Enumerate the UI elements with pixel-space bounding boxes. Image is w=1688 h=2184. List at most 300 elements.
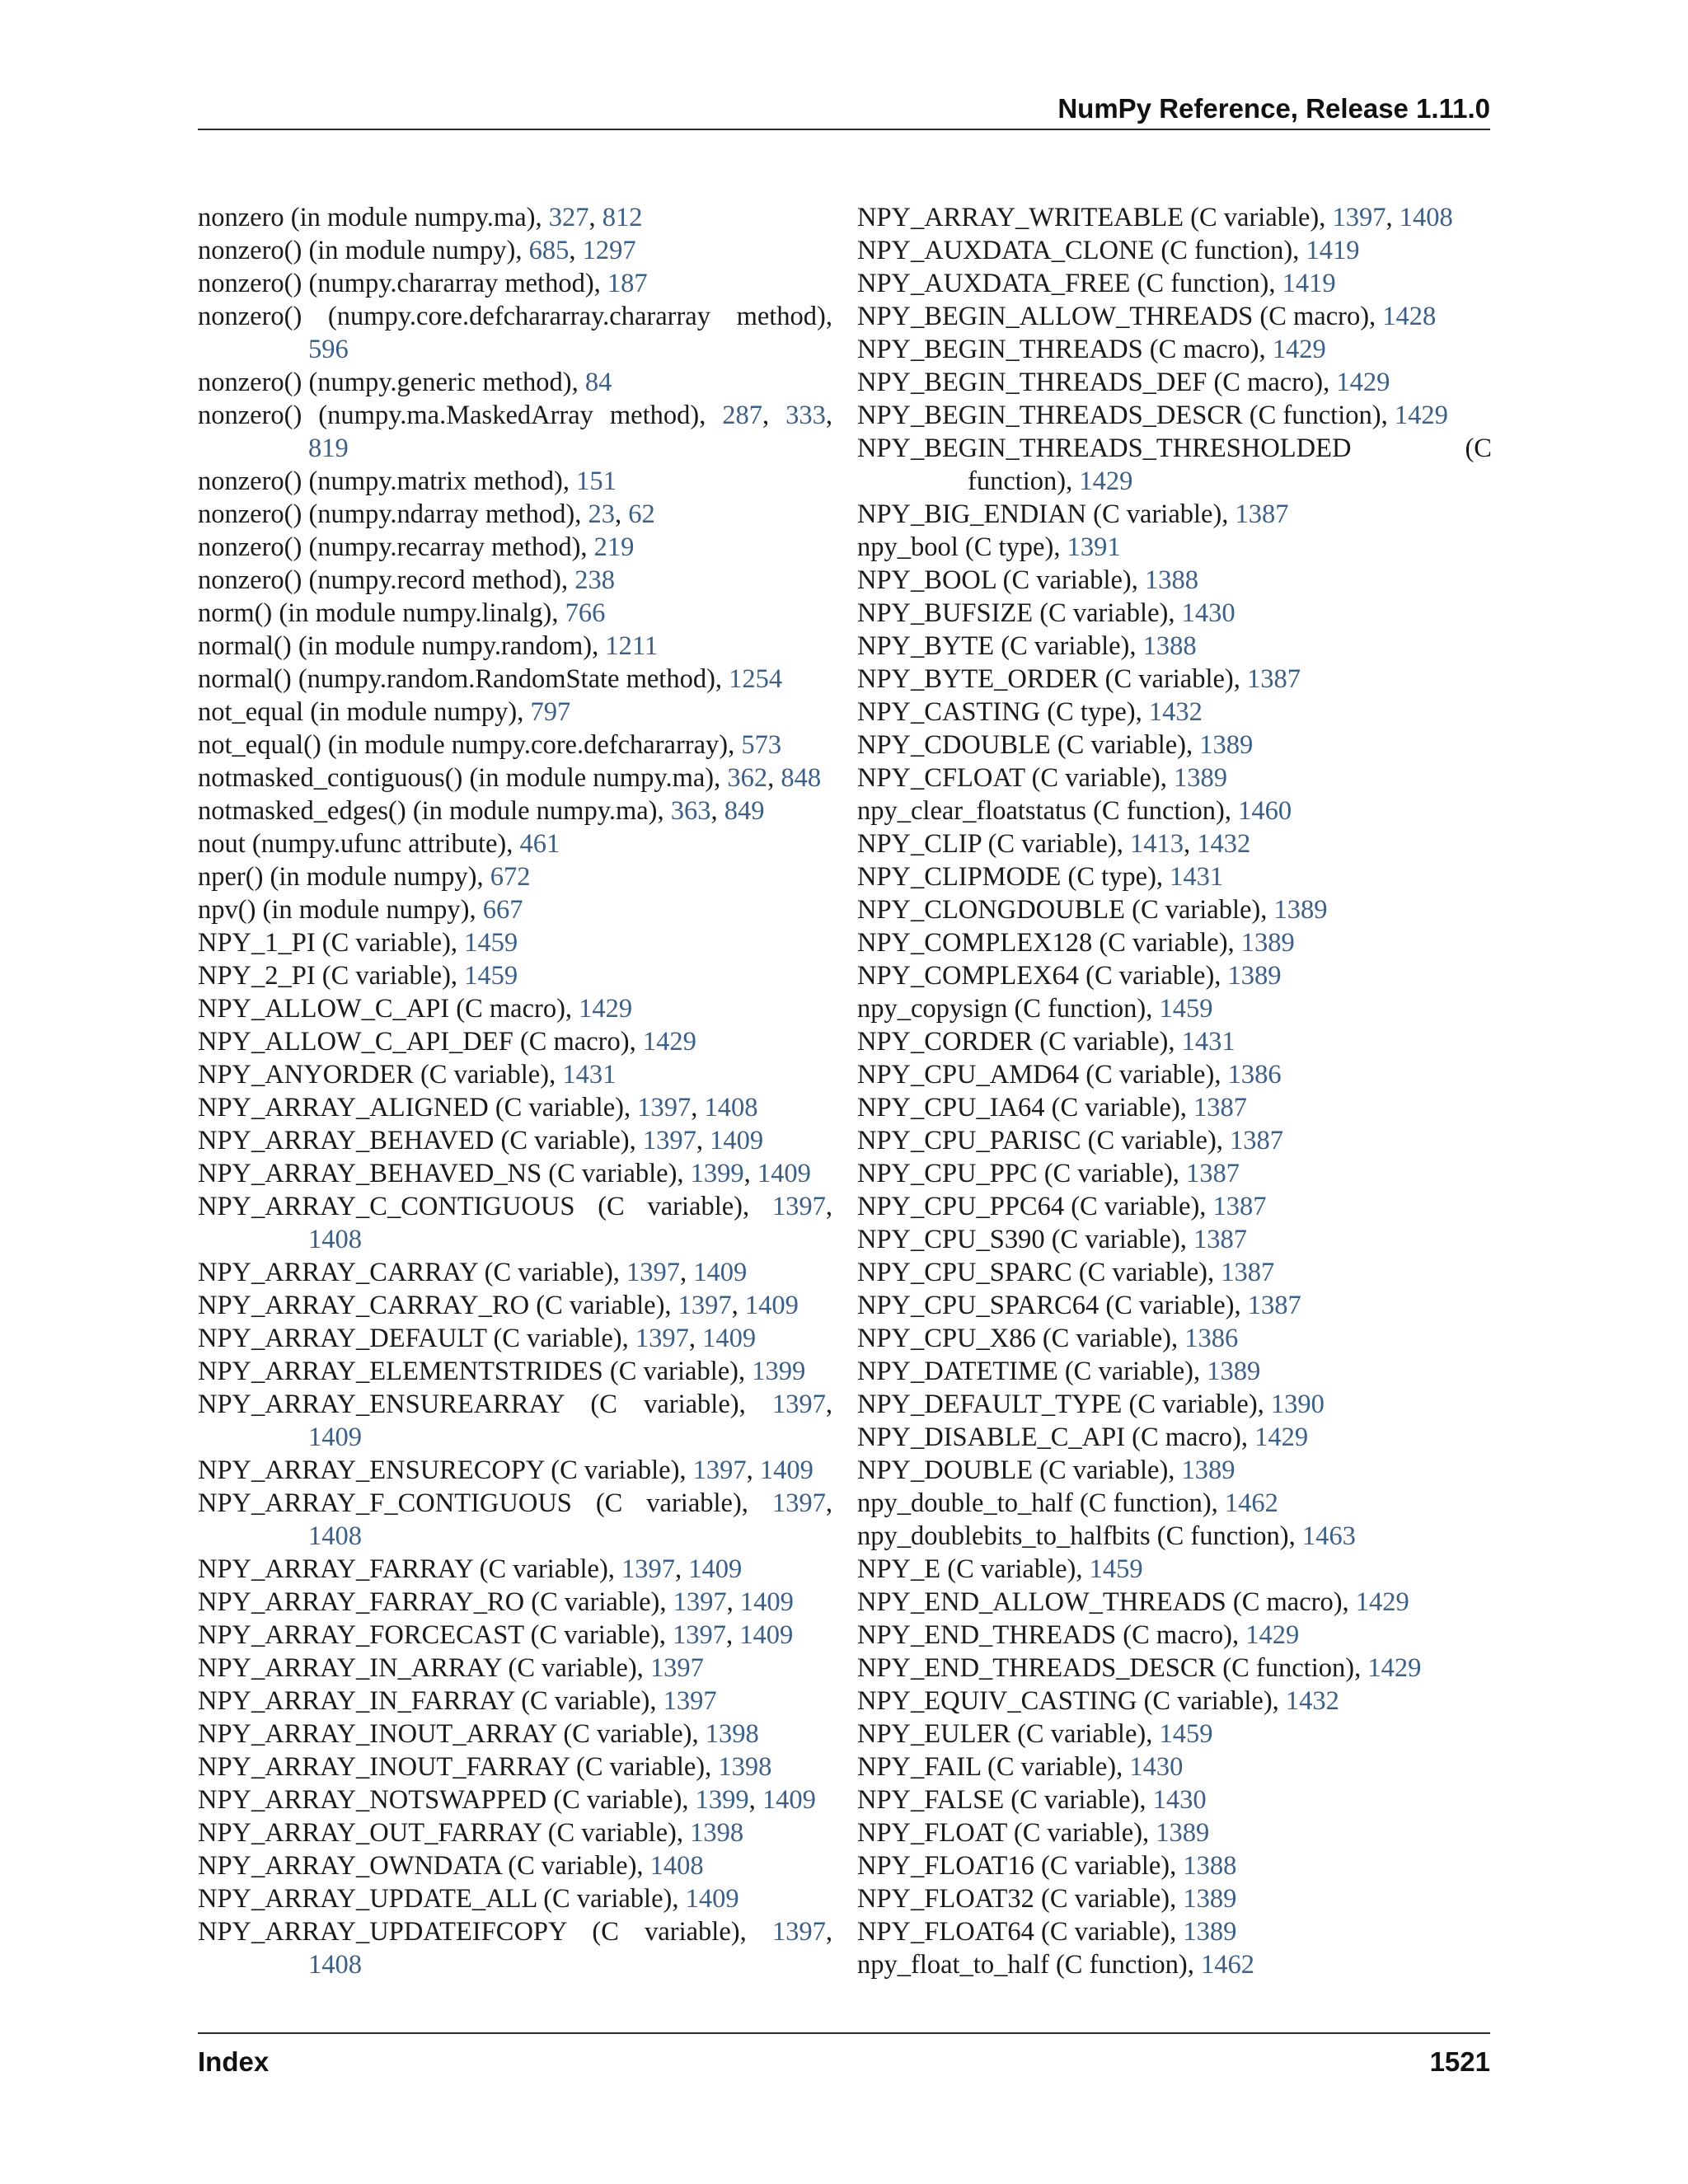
- index-term: NPY_ARRAY_WRITEABLE (C variable): [857, 203, 1320, 232]
- index-term: NPY_BEGIN_THREADS (C macro): [857, 335, 1259, 364]
- index-term: norm() (in module numpy.linalg): [198, 598, 552, 628]
- page-link[interactable]: 219: [593, 532, 635, 562]
- page-link[interactable]: 1429: [642, 1027, 696, 1057]
- index-term: npy_copysign (C function): [857, 994, 1146, 1024]
- index-term: npy_double_to_half (C function): [857, 1488, 1212, 1518]
- page-link[interactable]: 1429: [1245, 1620, 1300, 1650]
- index-entry: nonzero() (numpy.chararray method), 187: [198, 269, 648, 298]
- index-term: NPY_CLONGDOUBLE (C variable): [857, 895, 1261, 925]
- index-term: NPY_ARRAY_ENSURECOPY (C variable): [198, 1455, 680, 1485]
- page-link[interactable]: 1398: [718, 1752, 772, 1782]
- index-term: NPY_END_THREADS (C macro): [857, 1620, 1232, 1650]
- page-link[interactable]: 1431: [562, 1060, 617, 1090]
- index-entry: NPY_ARRAY_IN_FARRAY (C variable), 1397: [198, 1686, 717, 1716]
- index-entry: NPY_FLOAT64 (C variable), 1389: [857, 1917, 1237, 1947]
- index-entry: nonzero() (numpy.ma.MaskedArray method), 287, 333, 819: [198, 401, 833, 463]
- index-entry: nonzero (in module numpy.ma), 327, 812: [198, 203, 643, 232]
- index-entry: NPY_ALLOW_C_API_DEF (C macro), 1429: [198, 1027, 696, 1057]
- index-term: NPY_DEFAULT_TYPE (C variable): [857, 1390, 1258, 1419]
- page-link[interactable]: 1413: [1129, 829, 1184, 859]
- index-entry: NPY_ARRAY_ALIGNED (C variable), 1397, 1408: [198, 1093, 758, 1122]
- index-term: NPY_ARRAY_NOTSWAPPED (C variable): [198, 1785, 682, 1815]
- index-term: NPY_CPU_PARISC (C variable): [857, 1126, 1217, 1155]
- index-entry: NPY_ANYORDER (C variable), 1431: [198, 1060, 617, 1090]
- index-term: NPY_CPU_S390 (C variable): [857, 1225, 1180, 1254]
- index-term: NPY_DISABLE_C_API (C macro): [857, 1422, 1241, 1452]
- index-entry: NPY_ARRAY_CARRAY (C variable), 1397, 1409: [198, 1258, 748, 1287]
- index-entry: NPY_BEGIN_ALLOW_THREADS (C macro), 1428: [857, 302, 1437, 331]
- index-entry: NPY_DATETIME (C variable), 1389: [857, 1357, 1261, 1386]
- index-term: nonzero() (numpy.matrix method): [198, 466, 563, 496]
- page-number: 1521: [1429, 2046, 1490, 2077]
- index-term: nonzero() (numpy.recarray method): [198, 532, 581, 562]
- index-term: NPY_CFLOAT (C variable): [857, 763, 1160, 793]
- index-entry: NPY_BOOL (C variable), 1388: [857, 565, 1199, 595]
- page-link[interactable]: 1419: [1282, 269, 1336, 298]
- index-entry: normal() (in module numpy.random), 1211: [198, 631, 659, 661]
- page-link[interactable]: 1397: [692, 1455, 747, 1485]
- index-entry: NPY_EQUIV_CASTING (C variable), 1432: [857, 1686, 1339, 1716]
- index-term: NPY_CASTING (C type): [857, 697, 1136, 727]
- index-entry: NPY_ARRAY_FARRAY_RO (C variable), 1397, 1409: [198, 1587, 794, 1617]
- page-link[interactable]: 672: [490, 862, 531, 892]
- page-link[interactable]: 1387: [1247, 664, 1301, 694]
- page-link[interactable]: 1429: [1272, 335, 1326, 364]
- index-entry: NPY_DOUBLE (C variable), 1389: [857, 1455, 1236, 1485]
- index-term: NPY_CLIPMODE (C type): [857, 862, 1156, 892]
- page-link[interactable]: 1397: [663, 1686, 717, 1716]
- index-entry: notmasked_contiguous() (in module numpy.ma), 362, 848: [198, 763, 822, 793]
- page-link[interactable]: 1387: [1193, 1093, 1248, 1122]
- index-entry: npy_clear_floatstatus (C function), 1460: [857, 796, 1292, 826]
- page-link[interactable]: 327: [548, 203, 589, 232]
- index-term: NPY_FLOAT (C variable): [857, 1818, 1143, 1848]
- index-entry: normal() (numpy.random.RandomState method), 1254: [198, 664, 783, 694]
- page-link[interactable]: 1397: [635, 1324, 689, 1353]
- index-term: nonzero() (numpy.record method): [198, 565, 561, 595]
- page-link[interactable]: 1387: [1221, 1258, 1275, 1287]
- page-link[interactable]: 1399: [752, 1357, 806, 1386]
- index-entry: NPY_1_PI (C variable), 1459: [198, 928, 518, 958]
- running-footer: [198, 2032, 1490, 2079]
- index-entry: NPY_ARRAY_ENSURECOPY (C variable), 1397, 1409: [198, 1455, 814, 1485]
- index-term: NPY_EULER (C variable): [857, 1719, 1146, 1749]
- index-entry: NPY_ARRAY_ELEMENTSTRIDES (C variable), 1399: [198, 1357, 806, 1386]
- page-link[interactable]: 1397: [626, 1258, 681, 1287]
- page-link[interactable]: 1398: [705, 1719, 759, 1749]
- page-link[interactable]: 1297: [582, 236, 636, 265]
- index-entry: npv() (in module numpy), 667: [198, 895, 523, 925]
- index-entry: NPY_DEFAULT_TYPE (C variable), 1390: [857, 1390, 1325, 1419]
- page-link[interactable]: 84: [584, 368, 612, 397]
- index-entry: not_equal (in module numpy), 797: [198, 697, 571, 727]
- index-entry: NPY_ALLOW_C_API (C macro), 1429: [198, 994, 633, 1024]
- page-link[interactable]: 1459: [1159, 994, 1213, 1024]
- page-link[interactable]: 1460: [1238, 796, 1292, 826]
- page-link[interactable]: 1254: [729, 664, 783, 694]
- page-link[interactable]: 1389: [1173, 763, 1227, 793]
- index-term: NPY_BEGIN_THREADS_THRESHOLDED (C function): [857, 434, 1492, 496]
- index-entry: NPY_2_PI (C variable), 1459: [198, 961, 518, 991]
- index-term: nonzero() (numpy.ndarray method): [198, 499, 575, 529]
- page-link[interactable]: 1387: [1247, 1291, 1301, 1320]
- page-link[interactable]: 667: [482, 895, 523, 925]
- page-link[interactable]: 797: [530, 697, 571, 727]
- index-entry: NPY_ARRAY_IN_ARRAY (C variable), 1397: [198, 1653, 704, 1683]
- page-link[interactable]: 1386: [1184, 1324, 1239, 1353]
- page-link[interactable]: 1409: [739, 1587, 794, 1617]
- index-entry: nonzero() (numpy.ndarray method), 23, 62: [198, 499, 655, 529]
- index-term: npy_doublebits_to_halfbits (C function): [857, 1521, 1289, 1551]
- page-link[interactable]: 287: [722, 401, 763, 430]
- page-link[interactable]: 1397: [649, 1653, 704, 1683]
- index-entry: NPY_DISABLE_C_API (C macro), 1429: [857, 1422, 1309, 1452]
- page-link[interactable]: 1388: [1142, 631, 1197, 661]
- page-link[interactable]: 333: [785, 401, 826, 430]
- page-link[interactable]: 1389: [1183, 1884, 1237, 1914]
- index-entry: NPY_BUFSIZE (C variable), 1430: [857, 598, 1236, 628]
- index-entry: nonzero() (numpy.record method), 238: [198, 565, 615, 595]
- index-entry: not_equal() (in module numpy.core.defchararray), 573: [198, 730, 782, 760]
- index-term: NPY_ARRAY_FARRAY_RO (C variable): [198, 1587, 660, 1617]
- index-term: NPY_END_ALLOW_THREADS (C macro): [857, 1587, 1343, 1617]
- index-entry: NPY_FALSE (C variable), 1430: [857, 1785, 1207, 1815]
- index-entry: NPY_ARRAY_BEHAVED (C variable), 1397, 1409: [198, 1126, 764, 1155]
- index-term: NPY_ARRAY_ELEMENTSTRIDES (C variable): [198, 1357, 738, 1386]
- index-entry: NPY_COMPLEX128 (C variable), 1389: [857, 928, 1295, 958]
- index-entry: NPY_BEGIN_THREADS_THRESHOLDED (C function), 1429: [857, 434, 1492, 496]
- page-link[interactable]: 1388: [1183, 1851, 1237, 1881]
- index-term: NPY_ARRAY_DEFAULT (C variable): [198, 1324, 622, 1353]
- page-link[interactable]: 1397: [771, 1192, 826, 1221]
- index-term: npy_float_to_half (C function): [857, 1950, 1188, 1980]
- index-term: NPY_ARRAY_CARRAY_RO (C variable): [198, 1291, 665, 1320]
- index-term: not_equal (in module numpy): [198, 697, 518, 727]
- index-term: normal() (in module numpy.random): [198, 631, 593, 661]
- page-link[interactable]: 1388: [1145, 565, 1199, 595]
- index-entry: NPY_ARRAY_UPDATE_ALL (C variable), 1409: [198, 1884, 739, 1914]
- index-entry: nonzero() (numpy.core.defchararray.chararray method), 596: [198, 302, 832, 364]
- index-term: NPY_ARRAY_BEHAVED (C variable): [198, 1126, 630, 1155]
- page-link[interactable]: 1408: [649, 1851, 704, 1881]
- page-link[interactable]: 1397: [642, 1126, 696, 1155]
- index-term: NPY_ARRAY_OUT_FARRAY (C variable): [198, 1818, 677, 1848]
- index-entry: NPY_FAIL (C variable), 1430: [857, 1752, 1184, 1782]
- page-link[interactable]: 1389: [1156, 1818, 1210, 1848]
- page-link[interactable]: 1459: [464, 928, 518, 958]
- page-link[interactable]: 238: [574, 565, 615, 595]
- index-entry: NPY_BEGIN_THREADS_DESCR (C function), 1429: [857, 401, 1448, 430]
- page-link[interactable]: 1409: [693, 1258, 748, 1287]
- index-term: NPY_CPU_IA64 (C variable): [857, 1093, 1180, 1122]
- index-term: nper() (in module numpy): [198, 862, 477, 892]
- page-link[interactable]: 1409: [739, 1620, 794, 1650]
- index-term: nonzero() (numpy.core.defchararray.chararray method): [198, 302, 826, 331]
- index-term: NPY_END_THREADS_DESCR (C function): [857, 1653, 1355, 1683]
- index-term: NPY_CPU_PPC (C variable): [857, 1159, 1173, 1188]
- index-term: NPY_CORDER (C variable): [857, 1027, 1169, 1057]
- page-link[interactable]: 363: [670, 796, 711, 826]
- index-entry: NPY_BYTE_ORDER (C variable), 1387: [857, 664, 1301, 694]
- index-term: NPY_ARRAY_ENSUREARRAY (C variable): [198, 1390, 739, 1419]
- index-entry: notmasked_edges() (in module numpy.ma), 363, 849: [198, 796, 765, 826]
- page-link[interactable]: 1408: [308, 1225, 362, 1254]
- index-entry: NPY_CLIP (C variable), 1413, 1432: [857, 829, 1251, 859]
- page-link[interactable]: 1389: [1183, 1917, 1237, 1947]
- page-link[interactable]: 1429: [1254, 1422, 1309, 1452]
- index-entry: NPY_CPU_SPARC (C variable), 1387: [857, 1258, 1275, 1287]
- page-link[interactable]: 1409: [702, 1324, 757, 1353]
- index-term: NPY_FLOAT32 (C variable): [857, 1884, 1170, 1914]
- page-link[interactable]: 1409: [688, 1554, 743, 1584]
- page-link[interactable]: 1397: [621, 1554, 676, 1584]
- index-term: NPY_FLOAT16 (C variable): [857, 1851, 1170, 1881]
- page-link[interactable]: 1429: [1394, 401, 1448, 430]
- index-term: NPY_ARRAY_INOUT_ARRAY (C variable): [198, 1719, 692, 1749]
- index-entry: NPY_CPU_S390 (C variable), 1387: [857, 1225, 1248, 1254]
- page-link[interactable]: 1397: [771, 1488, 826, 1518]
- index-term: NPY_E (C variable): [857, 1554, 1076, 1584]
- index-term: NPY_ARRAY_OWNDATA (C variable): [198, 1851, 637, 1881]
- index-entry: NPY_ARRAY_UPDATEIFCOPY (C variable), 1397, 1408: [198, 1917, 832, 1980]
- index-term: NPY_AUXDATA_CLONE (C function): [857, 236, 1293, 265]
- index-entry: NPY_CDOUBLE (C variable), 1389: [857, 730, 1254, 760]
- index-term: NPY_BEGIN_THREADS_DEF (C macro): [857, 368, 1324, 397]
- index-entry: npy_float_to_half (C function), 1462: [857, 1950, 1254, 1980]
- index-term: NPY_ARRAY_FARRAY (C variable): [198, 1554, 608, 1584]
- page-link[interactable]: 1408: [308, 1521, 362, 1551]
- page-link[interactable]: 1463: [1301, 1521, 1356, 1551]
- page-link[interactable]: 848: [781, 763, 822, 793]
- index-term: not_equal() (in module numpy.core.defchararray): [198, 730, 729, 760]
- index-entry: NPY_CASTING (C type), 1432: [857, 697, 1203, 727]
- index-term: NPY_CPU_SPARC (C variable): [857, 1258, 1207, 1287]
- index-term: NPY_ARRAY_CARRAY (C variable): [198, 1258, 613, 1287]
- index-term: NPY_BUFSIZE (C variable): [857, 598, 1169, 628]
- index-entry: NPY_END_THREADS_DESCR (C function), 1429: [857, 1653, 1422, 1683]
- page-link[interactable]: 1409: [762, 1785, 816, 1815]
- page-link[interactable]: 596: [308, 335, 349, 364]
- page-link[interactable]: 1398: [690, 1818, 744, 1848]
- index-term: normal() (numpy.random.RandomState method): [198, 664, 715, 694]
- page-link[interactable]: 1387: [1230, 1126, 1284, 1155]
- index-entry: NPY_COMPLEX64 (C variable), 1389: [857, 961, 1282, 991]
- page-link[interactable]: 1409: [308, 1422, 362, 1452]
- index-entry: NPY_ARRAY_INOUT_ARRAY (C variable), 1398: [198, 1719, 759, 1749]
- page-link[interactable]: 849: [724, 796, 765, 826]
- page-link[interactable]: 1397: [771, 1917, 826, 1947]
- page-link[interactable]: 1431: [1170, 862, 1224, 892]
- index-entry: NPY_CPU_IA64 (C variable), 1387: [857, 1093, 1248, 1122]
- index-entry: NPY_BIG_ENDIAN (C variable), 1387: [857, 499, 1289, 529]
- page-link[interactable]: 685: [528, 236, 570, 265]
- index-term: NPY_BIG_ENDIAN (C variable): [857, 499, 1222, 529]
- index-entry: NPY_EULER (C variable), 1459: [857, 1719, 1213, 1749]
- page-link[interactable]: 1462: [1224, 1488, 1278, 1518]
- index-entry: npy_double_to_half (C function), 1462: [857, 1488, 1278, 1518]
- index-term: npy_bool (C type): [857, 532, 1054, 562]
- page-link[interactable]: 362: [727, 763, 768, 793]
- page-link[interactable]: 1397: [771, 1390, 826, 1419]
- page-link[interactable]: 1409: [757, 1159, 811, 1188]
- page-link[interactable]: 1389: [1240, 928, 1295, 958]
- index-term: NPY_ANYORDER (C variable): [198, 1060, 550, 1090]
- page-link[interactable]: 1462: [1201, 1950, 1254, 1980]
- index-term: NPY_BYTE (C variable): [857, 631, 1130, 661]
- page-link[interactable]: 62: [628, 499, 655, 529]
- index-term: nonzero() (numpy.generic method): [198, 368, 572, 397]
- index-term: NPY_CLIP (C variable): [857, 829, 1117, 859]
- index-entry: NPY_CPU_PPC (C variable), 1387: [857, 1159, 1240, 1188]
- index-column-left: [198, 201, 832, 1981]
- index-entry: NPY_ARRAY_INOUT_FARRAY (C variable), 1398: [198, 1752, 772, 1782]
- index-entry: NPY_ARRAY_FORCECAST (C variable), 1397, 1409: [198, 1620, 794, 1650]
- index-term: NPY_DOUBLE (C variable): [857, 1455, 1169, 1485]
- page-link[interactable]: 766: [565, 598, 606, 628]
- index-term: NPY_BOOL (C variable): [857, 565, 1132, 595]
- page-link[interactable]: 1429: [1079, 466, 1133, 496]
- index-entry: NPY_ARRAY_BEHAVED_NS (C variable), 1399, 1409: [198, 1159, 811, 1188]
- page-link[interactable]: 1390: [1270, 1390, 1325, 1419]
- page-link[interactable]: 1389: [1181, 1455, 1236, 1485]
- page-link[interactable]: 1387: [1235, 499, 1289, 529]
- index-entry: NPY_ARRAY_C_CONTIGUOUS (C variable), 1397, 1408: [198, 1192, 832, 1254]
- index-term: NPY_AUXDATA_FREE (C function): [857, 269, 1269, 298]
- index-term: nout (numpy.ufunc attribute): [198, 829, 507, 859]
- page-link[interactable]: 1430: [1181, 598, 1236, 628]
- index-entry: norm() (in module numpy.linalg), 766: [198, 598, 606, 628]
- page-link[interactable]: 1397: [678, 1291, 732, 1320]
- index-entry: NPY_FLOAT (C variable), 1389: [857, 1818, 1210, 1848]
- index-term: NPY_1_PI (C variable): [198, 928, 451, 958]
- index-entry: nout (numpy.ufunc attribute), 461: [198, 829, 560, 859]
- index-entry: NPY_BEGIN_THREADS (C macro), 1429: [857, 335, 1326, 364]
- index-entry: NPY_CLONGDOUBLE (C variable), 1389: [857, 895, 1328, 925]
- index-term: NPY_EQUIV_CASTING (C variable): [857, 1686, 1273, 1716]
- footer-section: Index: [198, 2046, 270, 2077]
- page-link[interactable]: 1432: [1285, 1686, 1339, 1716]
- page-link[interactable]: 1389: [1227, 961, 1282, 991]
- page-link[interactable]: 151: [576, 466, 617, 496]
- page-link[interactable]: 1409: [744, 1291, 799, 1320]
- index-term: nonzero (in module numpy.ma): [198, 203, 536, 232]
- page-link[interactable]: 1389: [1207, 1357, 1261, 1386]
- index-term: NPY_ARRAY_UPDATEIFCOPY (C variable): [198, 1917, 740, 1947]
- index-term: notmasked_edges() (in module numpy.ma): [198, 796, 658, 826]
- index-entry: NPY_CPU_SPARC64 (C variable), 1387: [857, 1291, 1301, 1320]
- page-link[interactable]: 1459: [1159, 1719, 1213, 1749]
- index-entry: npy_copysign (C function), 1459: [857, 994, 1213, 1024]
- page-link[interactable]: 1429: [1367, 1653, 1422, 1683]
- page-link[interactable]: 1387: [1193, 1225, 1248, 1254]
- page-link[interactable]: 1429: [579, 994, 633, 1024]
- index-term: NPY_ARRAY_UPDATE_ALL (C variable): [198, 1884, 673, 1914]
- page-link[interactable]: 573: [741, 730, 782, 760]
- page-link[interactable]: 1432: [1197, 829, 1251, 859]
- page-link[interactable]: 1211: [605, 631, 659, 661]
- index-entry: nper() (in module numpy), 672: [198, 862, 531, 892]
- index-entry: NPY_ARRAY_OUT_FARRAY (C variable), 1398: [198, 1818, 744, 1848]
- page-link[interactable]: 1459: [464, 961, 518, 991]
- index-entry: nonzero() (numpy.generic method), 84: [198, 368, 612, 397]
- index-term: NPY_CPU_SPARC64 (C variable): [857, 1291, 1235, 1320]
- page-link[interactable]: 812: [602, 203, 643, 232]
- index-entry: NPY_CPU_PPC64 (C variable), 1387: [857, 1192, 1267, 1221]
- index-term: NPY_BEGIN_THREADS_DESCR (C function): [857, 401, 1381, 430]
- index-entry: NPY_FLOAT16 (C variable), 1388: [857, 1851, 1237, 1881]
- header-title: NumPy Reference, Release 1.11.0: [1057, 93, 1490, 124]
- page-link[interactable]: 1397: [1332, 203, 1386, 232]
- page-link[interactable]: 1432: [1148, 697, 1203, 727]
- index-entry: NPY_END_ALLOW_THREADS (C macro), 1429: [857, 1587, 1409, 1617]
- index-entry: nonzero() (numpy.recarray method), 219: [198, 532, 635, 562]
- index-entry: NPY_AUXDATA_CLONE (C function), 1419: [857, 236, 1360, 265]
- page-link[interactable]: 1386: [1227, 1060, 1282, 1090]
- page-link[interactable]: 1409: [759, 1455, 814, 1485]
- page-link[interactable]: 1459: [1089, 1554, 1143, 1584]
- page-link[interactable]: 1429: [1336, 368, 1390, 397]
- page-link[interactable]: 1408: [308, 1950, 362, 1980]
- index-term: notmasked_contiguous() (in module numpy.ma): [198, 763, 715, 793]
- page-link[interactable]: 1387: [1186, 1159, 1240, 1188]
- page-link[interactable]: 1399: [690, 1159, 744, 1188]
- page-link[interactable]: 1399: [695, 1785, 749, 1815]
- page-link[interactable]: 819: [308, 434, 349, 463]
- index-entry: NPY_FLOAT32 (C variable), 1389: [857, 1884, 1237, 1914]
- page-link[interactable]: 1419: [1306, 236, 1360, 265]
- index-entry: NPY_AUXDATA_FREE (C function), 1419: [857, 269, 1336, 298]
- index-entry: NPY_END_THREADS (C macro), 1429: [857, 1620, 1300, 1650]
- page-link[interactable]: 23: [588, 499, 615, 529]
- index-entry: NPY_ARRAY_WRITEABLE (C variable), 1397, 1408: [857, 203, 1453, 232]
- page-link[interactable]: 1408: [1399, 203, 1453, 232]
- page-link[interactable]: 1429: [1355, 1587, 1409, 1617]
- index-entry: NPY_ARRAY_DEFAULT (C variable), 1397, 1409: [198, 1324, 757, 1353]
- index-entry: NPY_ARRAY_ENSUREARRAY (C variable), 1397, 1409: [198, 1390, 832, 1452]
- page-link[interactable]: 1391: [1067, 532, 1121, 562]
- page-link[interactable]: 187: [607, 269, 648, 298]
- index-entry: nonzero() (numpy.matrix method), 151: [198, 466, 617, 496]
- index-entry: NPY_ARRAY_OWNDATA (C variable), 1408: [198, 1851, 704, 1881]
- index-entry: NPY_ARRAY_NOTSWAPPED (C variable), 1399, 1409: [198, 1785, 816, 1815]
- index-entry: NPY_E (C variable), 1459: [857, 1554, 1143, 1584]
- page-link[interactable]: 1397: [673, 1620, 727, 1650]
- index-term: nonzero() (numpy.chararray method): [198, 269, 594, 298]
- page-link[interactable]: 1397: [637, 1093, 692, 1122]
- index-term: NPY_ARRAY_F_CONTIGUOUS (C variable): [198, 1488, 742, 1518]
- page-link[interactable]: 1397: [673, 1587, 727, 1617]
- page-link[interactable]: 1408: [704, 1093, 758, 1122]
- index-entry: NPY_CFLOAT (C variable), 1389: [857, 763, 1227, 793]
- page-link[interactable]: 1409: [710, 1126, 764, 1155]
- page-link[interactable]: 1409: [685, 1884, 739, 1914]
- page-link[interactable]: 461: [519, 829, 560, 859]
- page-link[interactable]: 1389: [1273, 895, 1328, 925]
- index-term: NPY_BYTE_ORDER (C variable): [857, 664, 1234, 694]
- index-term: NPY_ARRAY_ALIGNED (C variable): [198, 1093, 624, 1122]
- page-link[interactable]: 1389: [1199, 730, 1254, 760]
- page-link[interactable]: 1430: [1152, 1785, 1207, 1815]
- page-link[interactable]: 1428: [1382, 302, 1437, 331]
- index-term: NPY_CPU_X86 (C variable): [857, 1324, 1171, 1353]
- page-link[interactable]: 1431: [1181, 1027, 1236, 1057]
- index-entry: NPY_CPU_X86 (C variable), 1386: [857, 1324, 1239, 1353]
- index-term: NPY_CPU_PPC64 (C variable): [857, 1192, 1200, 1221]
- page-link[interactable]: 1430: [1129, 1752, 1184, 1782]
- index-term: NPY_FLOAT64 (C variable): [857, 1917, 1170, 1947]
- index-term: npy_clear_floatstatus (C function): [857, 796, 1225, 826]
- page-link[interactable]: 1387: [1212, 1192, 1267, 1221]
